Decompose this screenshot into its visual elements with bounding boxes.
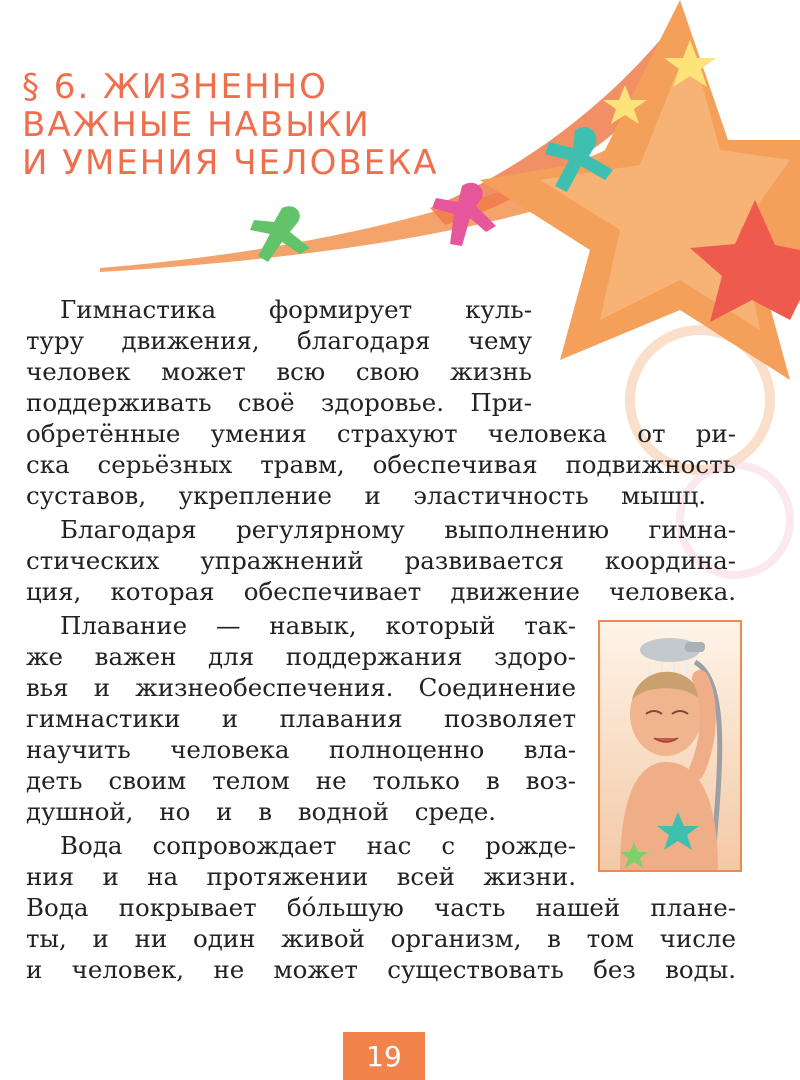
section-title-line: § 6. ЖИЗНЕННО bbox=[22, 67, 328, 107]
child-under-shower-photo-icon bbox=[600, 622, 740, 870]
body-text-line: вья и жизнеобеспечения. Соединение bbox=[26, 673, 576, 702]
body-text-line: человек может всю свою жизнь bbox=[26, 357, 532, 386]
body-text-line: Плавание — навык, который так- bbox=[60, 611, 576, 640]
body-text-line: поддерживать своё здоровье. При- bbox=[26, 388, 532, 417]
body-text-line: ты, и ни один живой организм, в том числе bbox=[26, 924, 736, 953]
body-text-line: Вода покрывает бо́льшую часть нашей плане- bbox=[26, 893, 736, 922]
body-text-line: душной, но и в водной среде. bbox=[26, 797, 496, 826]
body-text-line: и человек, не может существовать без воды. bbox=[26, 955, 736, 984]
child-shower-photo bbox=[598, 620, 742, 872]
body-text-line: деть своим телом не только в воз- bbox=[26, 766, 576, 795]
section-title-line: ВАЖНЫЕ НАВЫКИ bbox=[22, 105, 371, 145]
body-text-line: туру движения, благодаря чему bbox=[26, 326, 532, 355]
body-text-line: же важен для поддержания здоро- bbox=[26, 642, 576, 671]
section-title bbox=[22, 68, 442, 182]
body-text-line: Вода сопровождает нас с рожде- bbox=[60, 831, 576, 860]
body-text-line: суставов, укрепление и эластичность мышц. bbox=[26, 481, 706, 510]
body-text-line: ска серьёзных травм, обеспечивая подвижность bbox=[26, 450, 736, 479]
body-text-line: научить человека полноценно вла- bbox=[26, 735, 576, 764]
body-text-line: ния и на протяжении всей жизни. bbox=[26, 862, 576, 891]
section-title-line: И УМЕНИЯ ЧЕЛОВЕКА bbox=[22, 143, 439, 183]
body-text-line: стических упражнений развивается координа- bbox=[26, 546, 736, 575]
page-number: 19 bbox=[343, 1032, 425, 1080]
body-text-line: ция, которая обеспечивает движение человека. bbox=[26, 577, 736, 606]
body-text-line: обретённые умения страхуют человека от ри- bbox=[26, 419, 736, 448]
body-text-line: Гимнастика формирует куль- bbox=[60, 295, 532, 324]
body-text-line: Благодаря регулярному выполнению гимна- bbox=[60, 515, 736, 544]
body-text-line: гимнастики и плавания позволяет bbox=[26, 704, 576, 733]
